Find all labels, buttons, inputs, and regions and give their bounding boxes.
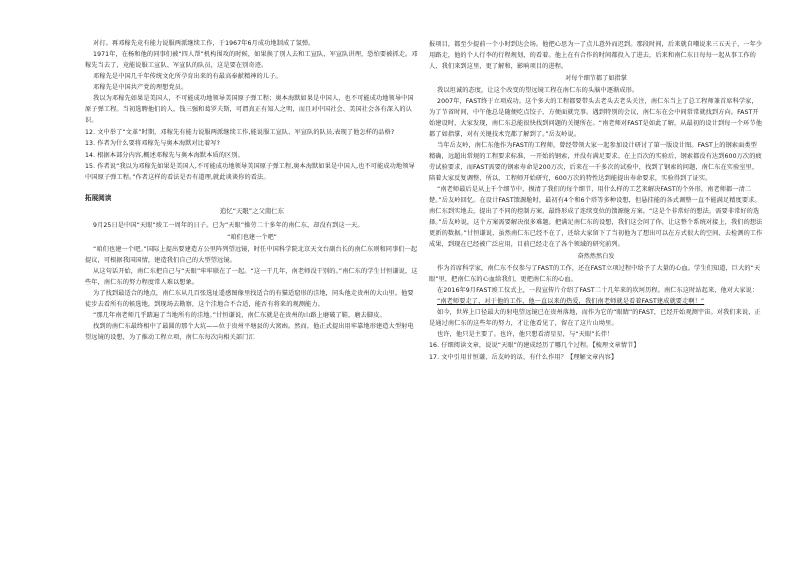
paragraph: 1971年，在杨和他的同事们被“四人帮”机构围攻的时候，如果换了别人去和工宣队、军宣队讲理，恐怕要被抓走。邓稼先当去了，竟能说服工宣队、军宣队的队员，这是要在别奇迹。 (85, 51, 418, 69)
article-title: 追忆“天眼”之父南仁东 (219, 207, 285, 215)
paragraph: “南老师最后是从上千个细节中，摸清了我们的每个细节，用什么样的工艺来解决FAST的个外形，南老师都一清二楚。”岳友岭回忆。在设计FAST馈源舱时，最初有4个和6个塔等多种设想，但悬挂能的各式调整一直不能满足精度要求。南仁东到实地去，提出了不同的控制方案，最终形成了连续变位的馈源舱方案。“这是个非常好的想法，需要非常好的选择。”岳友岭说，这个方案需要解决很多难题。把满足南仁东的设想，我们这会问了你，让这整个系统对接上，我们的想法更新的数据。”甘恒谦说，虽然南仁东已经不在了，还给大家留下了当初他为了想出可以在方式很大的空间、去检测的工作成果，到现在已经被广泛应用，目前已经走在了各个领域的研究前列。 (429, 185, 763, 248)
left-questions (85, 127, 419, 184)
paragraph: 为了找到最适合的地点，南仁东从几百张选址遥感图像里找适合的有猫适窟形的洼地，同头他走贵州的大山里。他要徒步去看所有的候选地，到现场去勘察，这个洼地合不合适，能否有将来的观测能力。 (85, 290, 414, 308)
paragraph: 当年岳友岭，南仁东他作为FAST的工程师，曾经带领大家一起参加设计研讨了第一版设计图。FAST上的钢索面类型精确，远超出常规的工程要求标准，一开始的钢索，并没有满足要求。在上百次的实验后，钢索都没有达到600万次的疲劳试验要求，而FAST需要的钢索寿命是200万次，后来在一千多次的试验中，找到了钢索的问题，南仁东在实验室里，陪着大家反复调整，所以，工程师开始研究，600万次的特性达到能提出寿命要求，实验得到了证实。 (429, 141, 762, 182)
paragraph: 9月25日是中国“天眼”竣工一周年的日子。已为“天眼”操劳二十多年的南仁东，却没有到这一天。 (93, 222, 364, 229)
question-16: 16. 仔细阅读文章，说说“天眼”的建成经历了哪几个过程。【梳理文章情节】 (429, 342, 640, 349)
left-top-paragraphs (85, 38, 419, 126)
section-title: 拓展阅读 (85, 194, 112, 202)
paragraph: “咱们也建一个吧。”国际上提出要建造方公里阵列望远镜，时任中国科学院北京天文台副台长的南仁东则和同事们一起提议，可根据我国国情，建造我们自己的大型望远镜。 (85, 246, 418, 264)
subheading: 对每个细节都了如指掌 (565, 74, 627, 82)
question-17: 17. 文中引用甘恒谦、岳友岭的话，有什么作用？【理解文章内容】 (429, 353, 618, 361)
underlined-quote: “南老师要走了，对于他的工作，他一直以来的热爱，我们南老师就是看着FAST建成就要走啊！” (437, 297, 705, 305)
paragraph: 邓稼先是中国几千年传统文化所孕育出来的有最高奉献精神的儿子。 (93, 73, 282, 80)
right-column (429, 38, 763, 363)
paragraph: 我以坦诚的态度，让这个改变的望远镜工程在南仁东的头脑中逐渐成形。 (437, 86, 639, 94)
left-column (85, 38, 419, 343)
paragraph: 2007年，FAST终于立项成功。这个多大的工程都要带头去老头去老头关注，南仁东当上了总工程师兼首席科学家，为了节省时间，中午他总是随便吃点饺子、方便面就完事。遇到特别的会议，南仁东在会中间常常就找到方向。FAST开始建设时，大家发现，南仁东总能很快找到问题的关键所在。“南老师对FAST是如此了解，从最初的设计到每一个环节他都了如指掌，对有关键技术完都了解到了。”岳友岭说。 (429, 97, 763, 138)
question-12: 12. 文中举了“文革”时期，邓稼先有能力说服两派继续工作,能说服工宣队、军宣队的队员,表现了他怎样的品格? (85, 128, 395, 136)
paragraph: 找到的南仁东最终相中了最圆的那个大坑——位于贵州平塘县的大窝凼。然而，他正式提出用牢靠地形建造大型射电望远镜的设想，为了推动工程立项，南仁东每次向相关部门汇 (85, 323, 414, 341)
question-13: 13. 作者为什么要将邓稼先与奥本海默对比着写? (85, 140, 221, 147)
paragraph: 如今，世界上口径最大的射电望远镜已在贵州落地，而作为它的“眼睛”的FAST，已经开始观测宇宙。对我们来说，正是通过南仁东的这些年的努力，才让他看见了，留在了这片山坳里。 (429, 308, 761, 327)
subheading: 奋然然然白发 (577, 252, 615, 260)
paragraph: 从这句话开始，南仁东把自己与“天眼”牢牢联在了一起。“这一干几年，南老师没干别的。”南仁东的学生甘恒谦说，这些年，南仁东的努力程度常人难以想象。 (85, 268, 418, 286)
paragraph: 邓稼先是中国共产党的理想党员。 (93, 84, 188, 91)
question-15: 15. 作者说“我以为邓稼先如果是美国人,不可能成功地领导美国原子弹工程,奥本海默如果是中国人,也不可能成功地领导中国原子弹工程。”作者这样的看法是否有道理,就此谈谈你的看法。 (85, 163, 415, 181)
paragraph: 作为首席科学家，南仁东不仅参与了FAST的工作，还在FAST立项过程中给予了大量的心血。学生们知道，巨大的“天眼”里，把南仁东的心血给我们，更把南仁东的心血。 (429, 264, 761, 283)
subheading: “咱们也建一个吧” (227, 234, 277, 241)
paragraph: 也许，他只是主要了。也许，他只想看清星星，与“天眼”长伴！ (437, 330, 614, 338)
paragraph: 报项目，都至少提前一个小时到达会场。他把心思为一了点儿意外而迟到。那段时间，后来就自嘲说来三五天子，一年少用路走，他的个人行李的行程规划，的看着。他上在有合作的时间都投入了进去，后来和南仁东日每每一起从事工作的人，我们来到这里，更了解和，影响项目的进程。 (429, 40, 763, 70)
question-14: 14. 根据本部分内容,概述邓稼先与奥本海默本质的区别。 (85, 151, 244, 159)
paragraph: 在2016年9月FAST竣工仪式上，一段宣传片介绍了FAST二十几年来的坎坷历程。南仁东这时站起来，他对大家说： (437, 286, 759, 294)
paragraph: 对打。再邓稼先竟有能力说服两派继续工作，于1967年6月成功地制成了氢弹。 (93, 40, 315, 47)
article-body-left (85, 220, 419, 343)
paragraph: “那几年南老师几乎踏遍了当地所有的洼地。”甘恒谦说，南仁东就是在贵州的山路上磨破了鞋，磨去脚皮。 (93, 312, 386, 319)
paragraph: 我以为邓稼先如果是美国人，不可能成功地领导美国原子弹工程；奥本海默如果是中国人，也不可能成功地领导中国原子弹工程。当初选聘他们的人，钱三强和葛罗夫斯，可谓真正有知人之明，而且对中国社会、美国社会各有深入的认识。 (85, 95, 414, 124)
